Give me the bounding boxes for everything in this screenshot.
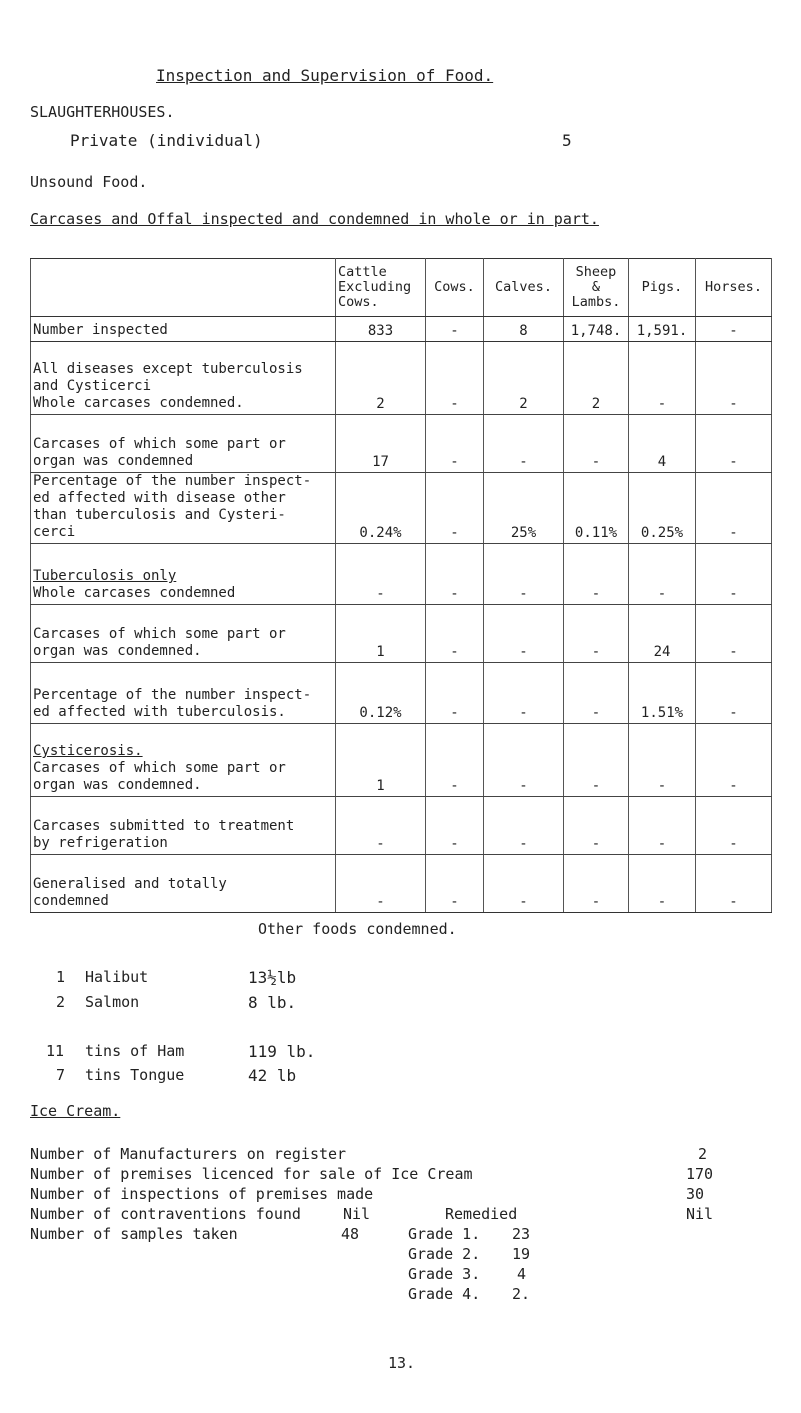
table-cell: - — [696, 415, 772, 473]
table-header-row — [31, 259, 772, 317]
page-number: 13. — [388, 1354, 416, 1372]
grade-count: 23 — [512, 1225, 531, 1243]
header-cows: Cows. — [426, 259, 484, 317]
table-row — [31, 415, 772, 473]
table-cell: - — [696, 855, 772, 913]
table-row — [31, 797, 772, 855]
ice-cream-line-value: 30 — [686, 1185, 705, 1203]
table-row — [31, 342, 772, 415]
table-cell: - — [426, 724, 484, 797]
table-cell: - — [336, 855, 426, 913]
table-cell: - — [484, 415, 564, 473]
ice-cream-line-label: Number of premises licenced for sale of Ice Cream — [30, 1165, 473, 1183]
row-label: Carcases of which some part or organ was condemned. — [31, 605, 336, 663]
table-cell: 2 — [484, 342, 564, 415]
table-cell: - — [629, 342, 696, 415]
table-cell: 4 — [629, 415, 696, 473]
table-cell: - — [426, 415, 484, 473]
table-cell: - — [696, 797, 772, 855]
food-qty: 1 — [56, 968, 66, 986]
food-qty: 7 — [56, 1066, 66, 1084]
row-label: Number inspected — [31, 317, 336, 342]
table-cell: - — [696, 473, 772, 544]
table-cell: - — [564, 663, 629, 724]
row-label: Percentage of the number inspect- ed affected with disease other than tuberculosis and Cysteri- cerci — [31, 473, 336, 544]
table-cell: 1 — [336, 724, 426, 797]
table-cell: - — [484, 724, 564, 797]
table-cell: - — [484, 663, 564, 724]
food-name: tins Tongue — [85, 1066, 185, 1084]
header-pigs: Pigs. — [629, 259, 696, 317]
table-cell: - — [696, 605, 772, 663]
table-cell: - — [426, 663, 484, 724]
table-row — [31, 317, 772, 342]
row-label: Percentage of the number inspect- ed affected with tuberculosis. — [31, 663, 336, 724]
table-cell: 0.25% — [629, 473, 696, 544]
table-cell: 0.12% — [336, 663, 426, 724]
table-cell: 1,591. — [629, 317, 696, 342]
table-row — [31, 663, 772, 724]
table-cell: - — [629, 544, 696, 605]
table-row — [31, 473, 772, 544]
table-row — [31, 724, 772, 797]
table-cell: 2 — [564, 342, 629, 415]
table-cell: - — [426, 605, 484, 663]
ice-cream-line-label: Number of inspections of premises made — [30, 1185, 374, 1203]
table-cell: - — [629, 797, 696, 855]
table-cell: - — [336, 544, 426, 605]
ice-cream-line-label: Number of contraventions found — [30, 1205, 301, 1223]
table-caption: Carcases and Offal inspected and condemned in whole or in part. — [30, 210, 599, 228]
row-label: Tuberculosis only Whole carcases condemned — [31, 544, 336, 605]
table-cell: - — [696, 544, 772, 605]
table-cell: - — [484, 797, 564, 855]
food-weight: 13½lb — [248, 968, 297, 987]
row-label: Cysticerosis. Carcases of which some part or organ was condemned. — [31, 724, 336, 797]
table-cell: - — [696, 342, 772, 415]
table-cell: - — [426, 342, 484, 415]
ice-cream-line-value: Nil — [686, 1205, 714, 1223]
table-cell: 1.51% — [629, 663, 696, 724]
food-name: Salmon — [85, 993, 140, 1011]
table-cell: - — [484, 605, 564, 663]
ice-cream-line-value: 2 — [698, 1145, 708, 1163]
table-cell: - — [564, 855, 629, 913]
ice-cream-line-remark: Remedied — [445, 1205, 518, 1223]
table-cell: 8 — [484, 317, 564, 342]
table-cell: 833 — [336, 317, 426, 342]
header-cattle: Cattle Excluding Cows. — [336, 259, 426, 317]
row-label: Generalised and totally condemned — [31, 855, 336, 913]
grade-label: Grade 1. — [408, 1225, 481, 1243]
table-cell: 24 — [629, 605, 696, 663]
table-cell: - — [696, 663, 772, 724]
table-cell: 25% — [484, 473, 564, 544]
table-cell: - — [629, 724, 696, 797]
table-cell: 2 — [336, 342, 426, 415]
row-label: Carcases of which some part or organ was condemned — [31, 415, 336, 473]
food-qty: 2 — [56, 993, 66, 1011]
header-calves: Calves. — [484, 259, 564, 317]
ice-cream-line-value: 170 — [686, 1165, 714, 1183]
food-weight: 42 lb — [248, 1066, 297, 1085]
table-cell: - — [426, 317, 484, 342]
table-cell: 0.11% — [564, 473, 629, 544]
page-title: Inspection and Supervision of Food. — [156, 66, 494, 85]
ice-cream-line-label: Number of samples taken — [30, 1225, 238, 1243]
ice-cream-line-label: Number of Manufacturers on register — [30, 1145, 347, 1163]
table-cell: 17 — [336, 415, 426, 473]
table-body — [31, 317, 772, 913]
ice-cream-heading: Ice Cream. — [30, 1102, 121, 1120]
other-foods-heading: Other foods condemned. — [258, 920, 457, 938]
table-cell: - — [696, 317, 772, 342]
header-sheep: Sheep & Lambs. — [564, 259, 629, 317]
grade-label: Grade 2. — [408, 1245, 481, 1263]
food-qty: 11 — [46, 1042, 65, 1060]
table-row — [31, 544, 772, 605]
table-cell: - — [484, 855, 564, 913]
table-cell: - — [564, 724, 629, 797]
carcases-table — [30, 258, 772, 913]
table-cell: - — [564, 415, 629, 473]
grade-count: 4 — [517, 1265, 527, 1283]
table-cell: - — [426, 473, 484, 544]
header-blank — [31, 259, 336, 317]
table-cell: - — [696, 724, 772, 797]
table-cell: - — [564, 605, 629, 663]
grade-count: 2. — [512, 1285, 531, 1303]
table-cell: 1,748. — [564, 317, 629, 342]
table-row — [31, 605, 772, 663]
food-name: tins of Ham — [85, 1042, 185, 1060]
table-row — [31, 855, 772, 913]
grade-label: Grade 4. — [408, 1285, 481, 1303]
subsection-count: 5 — [562, 131, 572, 150]
table-cell: - — [426, 544, 484, 605]
header-horses: Horses. — [696, 259, 772, 317]
unsound-food-heading: Unsound Food. — [30, 173, 148, 191]
grade-label: Grade 3. — [408, 1265, 481, 1283]
row-label: Carcases submitted to treatment by refrigeration — [31, 797, 336, 855]
table-cell: - — [426, 855, 484, 913]
food-name: Halibut — [85, 968, 149, 986]
table-cell: - — [484, 544, 564, 605]
food-weight: 8 lb. — [248, 993, 297, 1012]
food-weight: 119 lb. — [248, 1042, 316, 1061]
table-cell: - — [336, 797, 426, 855]
grade-count: 19 — [512, 1245, 531, 1263]
section-heading: SLAUGHTERHOUSES. — [30, 103, 175, 121]
table-cell: - — [564, 797, 629, 855]
table-cell: 1 — [336, 605, 426, 663]
ice-cream-line-mid: Nil — [343, 1205, 371, 1223]
row-label: All diseases except tuberculosis and Cysticerci Whole carcases condemned. — [31, 342, 336, 415]
table-cell: 0.24% — [336, 473, 426, 544]
ice-cream-line-mid: 48 — [341, 1225, 360, 1243]
subsection-heading: Private (individual) — [70, 131, 263, 150]
table-cell: - — [629, 855, 696, 913]
table-cell: - — [564, 544, 629, 605]
table-cell: - — [426, 797, 484, 855]
